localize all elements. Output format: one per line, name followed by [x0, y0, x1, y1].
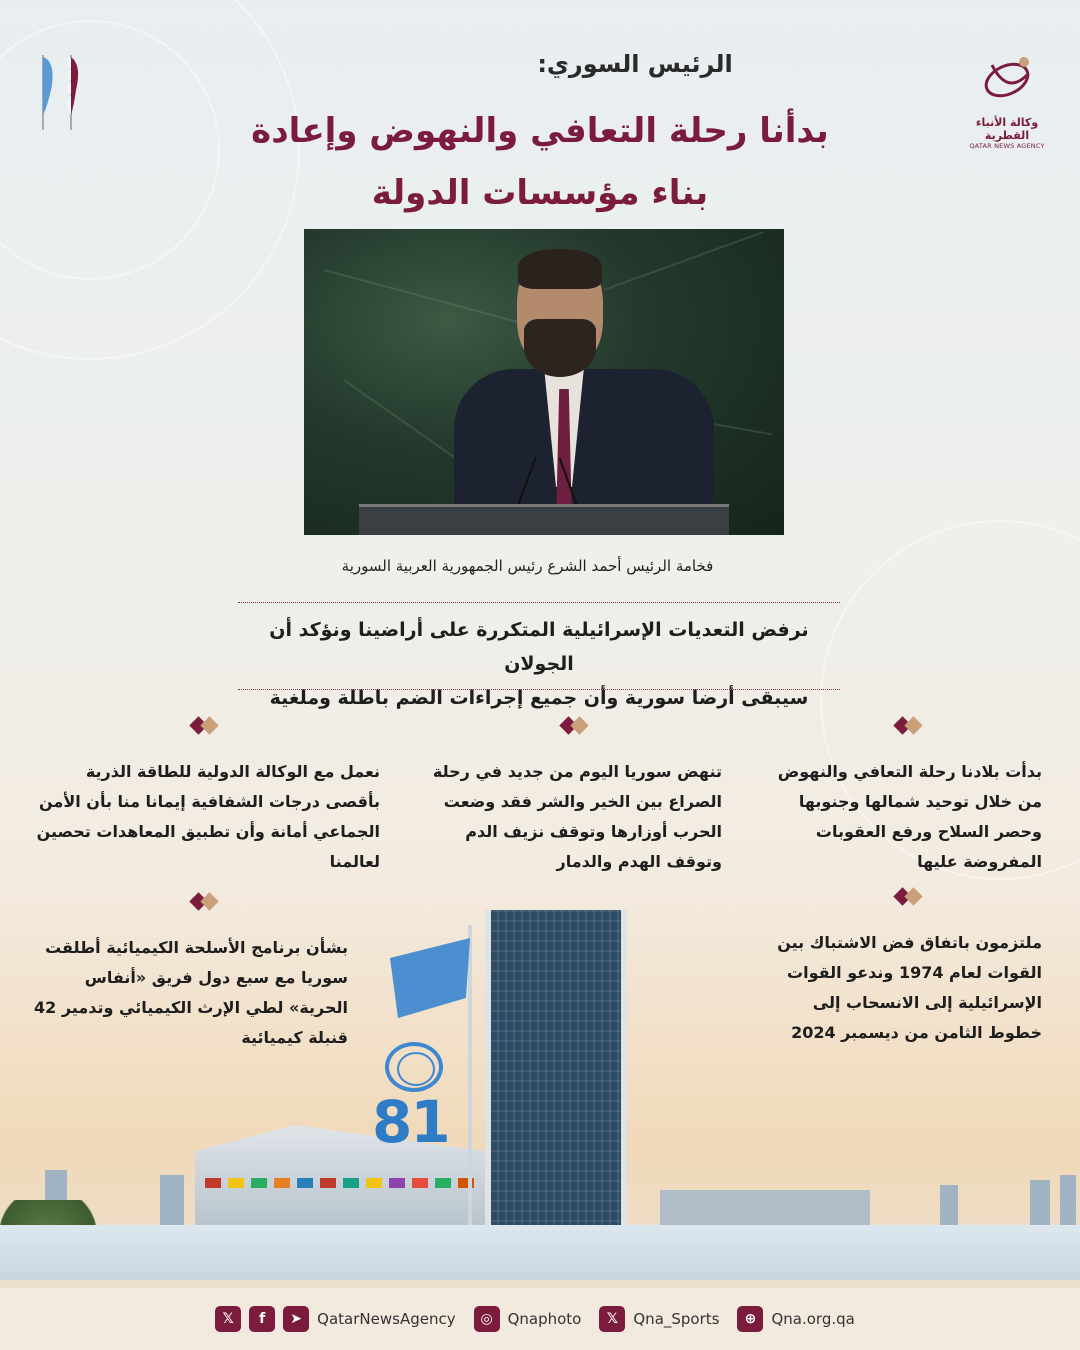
instagram-text: Qnaphoto	[507, 1310, 582, 1328]
key-point-text: نعمل مع الوكالة الدولية للطاقة الذرية بأقصى درجات الشفافية إيمانا منا بأن الأمن الجماعي أمانة وأن تطبيق المعاهدات تحصين لعالمنا	[36, 762, 380, 871]
key-point	[760, 928, 1042, 1048]
quote-line-2: سيبقى أرضا سورية وأن جميع إجراءات الضم باطلة وملغية	[269, 687, 809, 709]
headline-subtitle: الرئيس السوري:	[537, 50, 733, 78]
handle-main-text: QatarNewsAgency	[317, 1310, 456, 1328]
key-point	[760, 757, 1042, 877]
x-icon[interactable]: 𝕏	[215, 1306, 241, 1332]
handle-main-link[interactable]	[317, 1310, 455, 1328]
website-link[interactable]	[771, 1310, 854, 1328]
key-point	[28, 757, 380, 877]
x-icon[interactable]: 𝕏	[599, 1306, 625, 1332]
instagram-link[interactable]	[508, 1310, 582, 1328]
diamond-bullet-icon	[190, 717, 220, 735]
key-point-text: بدأت بلادنا رحلة التعافي والنهوض من خلال توحيد شمالها وجنوبها وحصر السلاح ورفع العقوبات المفروضة عليها	[777, 762, 1042, 871]
x-sports-link[interactable]	[633, 1310, 719, 1328]
headline-title	[0, 100, 1080, 224]
instagram-icon[interactable]: ◎	[474, 1306, 500, 1332]
diamond-bullet-icon	[894, 717, 924, 735]
un-emblem-icon	[385, 1042, 443, 1092]
diamond-bullet-icon	[560, 717, 590, 735]
key-point-text: تنهض سوريا اليوم من جديد في رحلة الصراع بين الخير والشر فقد وضعت الحرب أوزارها وتوقف نزيف الدم وتوقف الهدم والدمار	[432, 762, 722, 871]
logo-name-en: QATAR NEWS AGENCY	[969, 142, 1045, 150]
headline-line-1: بدأنا رحلة التعافي والنهوض وإعادة	[251, 111, 829, 151]
key-point	[28, 933, 348, 1053]
website-text: Qna.org.qa	[771, 1310, 855, 1328]
key-point-text: بشأن برنامج الأسلحة الكيميائية أطلقت سوريا مع سبع دول فريق «أنفاس الحرية» لطي الإرث الكيميائي وتدمير 42 قنبلة كيميائية	[34, 938, 348, 1047]
diamond-bullet-icon	[190, 893, 220, 911]
globe-icon[interactable]: ⊕	[737, 1306, 763, 1332]
diamond-bullet-icon	[894, 888, 924, 906]
x-sports-text: Qna_Sports	[633, 1310, 720, 1328]
photo-caption: فخامة الرئيس أحمد الشرع رئيس الجمهورية العربية السورية	[341, 557, 714, 575]
un-anniversary-number: 81	[372, 1088, 449, 1156]
logo-name-ar: وكالة الأنباء القطرية	[975, 116, 1039, 142]
president-photo	[304, 229, 784, 535]
pull-quote	[238, 602, 840, 709]
quote-line-1: نرفض التعديات الإسرائيلية المتكررة على أراضينا ونؤكد أن الجولان	[269, 619, 809, 675]
footer-social-bar	[0, 1288, 1080, 1350]
telegram-icon[interactable]: ➤	[283, 1306, 309, 1332]
key-point	[420, 757, 722, 877]
facebook-icon[interactable]: f	[249, 1306, 275, 1332]
un-flag-icon	[390, 938, 470, 1018]
headline-line-2: بناء مؤسسات الدولة	[371, 173, 709, 213]
key-point-text: ملتزمون باتفاق فض الاشتباك بين القوات لعام 1974 وندعو القوات الإسرائيلية إلى الانسحاب إلى خطوط الثامن من ديسمبر 2024	[777, 933, 1042, 1042]
